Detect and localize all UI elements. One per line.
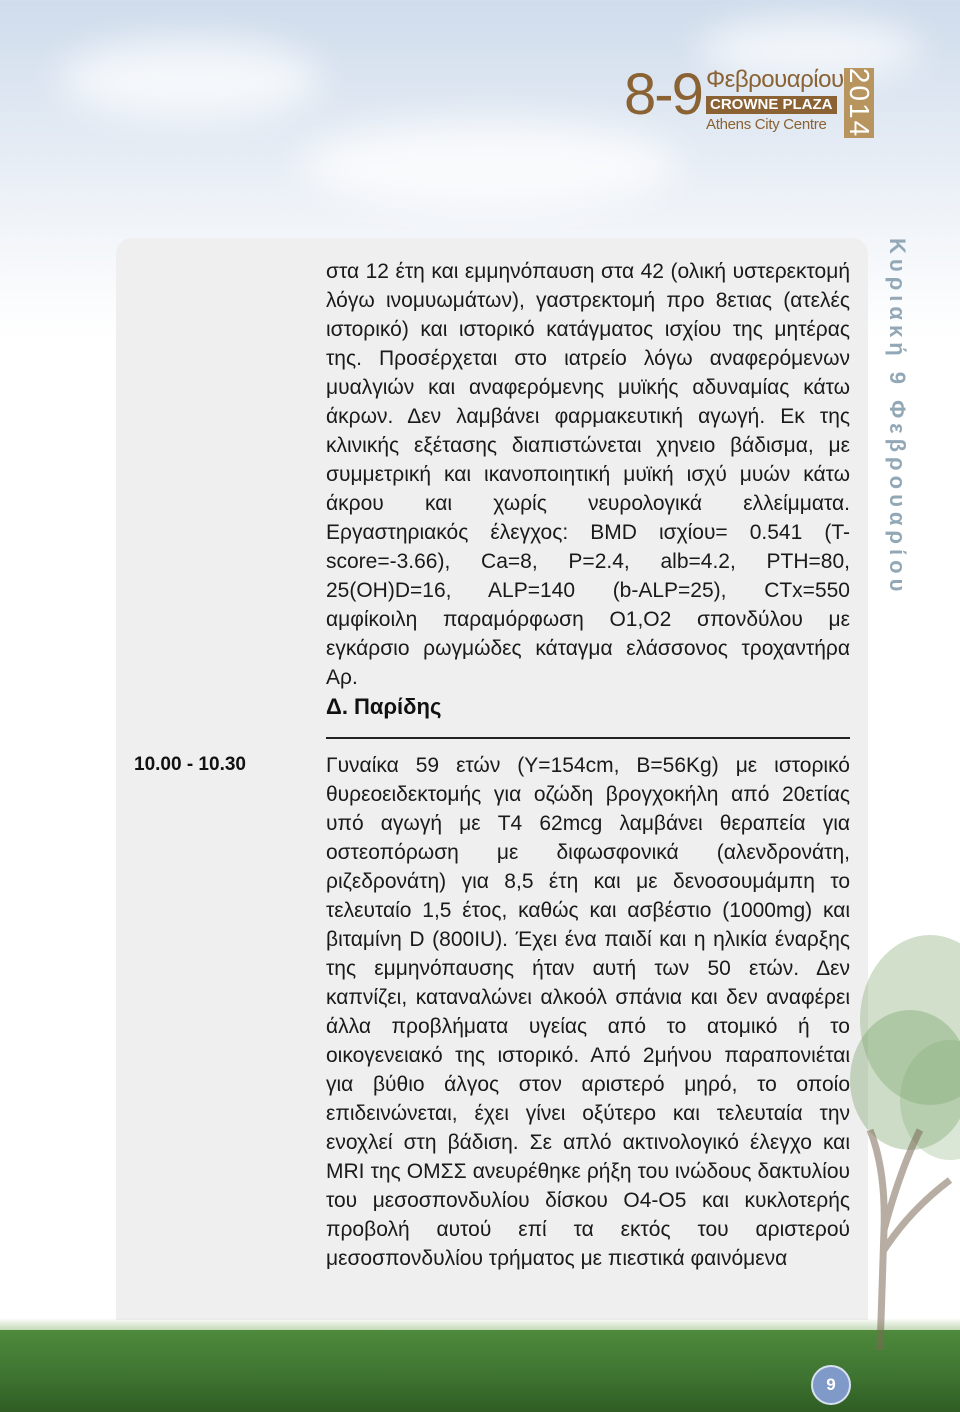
logo-year: 2014 bbox=[844, 67, 875, 139]
day-label-text: Κυριακή 9 Φεβρουαρίου bbox=[885, 238, 910, 597]
section-divider bbox=[326, 737, 850, 739]
logo-year-box bbox=[844, 68, 874, 138]
logo-month: Φεβρουαρίου bbox=[706, 66, 844, 93]
event-logo bbox=[624, 64, 876, 138]
day-side-label bbox=[880, 238, 914, 638]
sky-cloud bbox=[300, 120, 680, 210]
case-description-1: στα 12 έτη και εμμηνόπαυση στα 42 (ολική υστερεκτομή λόγω ινομυωμάτων), γαστρεκτομή προ 8ετιας (ατελές ιστορικό) και ιστορικό κατάγματος ισχίου της μητέρας της. Προσέρχεται στο ιατρείο λόγω αναφερόμενων μυαλγιών και αναφερόμενης μυϊκής αδυναμίας κάτω άκρων. Δεν λαμβάνει φαρμακευτική αγωγή. Εκ της κλινικής εξέτασης διαπιστώνεται χηνειο βάδισμα, με συμμετρική και ικανοποιητική μυϊκή ισχύ μυών κάτω άκρου και χωρίς νευρολογικά ελλείμματα. Εργαστηριακός έλεγχος: BMD ισχίου= 0.541 (T-score=-3.66), Ca=8, P=2.4, alb=4.2, PTH=80, 25(OH)D=16, ALP=140 (b-ALP=25), CTx=550 αμφίκοιλη παραμόρφωση Ο1,Ο2 σπονδύλου με εγκάρσιο ρωγμώδες κάταγμα ελάσσονος τροχαντήρα Αρ. bbox=[326, 260, 850, 689]
sky-cloud bbox=[60, 40, 320, 120]
case-author: Δ. Παρίδης bbox=[326, 694, 442, 719]
tree-illustration bbox=[850, 930, 960, 1350]
session-time: 10.00 - 10.30 bbox=[134, 754, 246, 775]
case-description-2: Γυναίκα 59 ετών (Y=154cm, B=56Kg) με ιστορικό θυρεοειδεκτομής για οζώδη βρογχοκήλη από 20ετίας υπό αγωγή με T4 62mcg λαμβάνει θεραπεία για οστεοπόρωση με διφωσφονικά (αλενδρονάτη, ριζεδρονάτη) για 8,5 έτη και με δενοσουμάμπη το τελευταίο 1,5 έτος, καθώς και ασβέστιο (1000mg) και βιταμίνη D (800IU). Έχει ένα παιδί και η ηλικία έναρξης της εμμηνόπαυσης ήταν αυτή των 50 ετών. Δεν καπνίζει, καταναλώνει αλκοόλ σπάνια και δεν αναφέρει άλλα προβλήματα υγείας από το ατομικό ή το οικογενειακό της ιστορικό. Από 2μήνου παραπονιέται για βύθιο άλγος στον αριστερό μηρό, το οποίο επιδεινώνεται, έχει γίνει οξύτερο και τελευταία την ενοχλεί στη βάδιση. Σε απλό ακτινολογικό έλεγχο και MRI της ΟΜΣΣ ανευρέθηκε ρήξη του ινώδους δακτυλίου του μεσοσπονδυλίου δίσκου Ο4-Ο5 και κυκλοτερής προβολή αυτού επί τα εκτός του αριστερού μεσοσπονδυλίου τρήματος με πιεστικά φαινόμενα bbox=[326, 754, 850, 1270]
logo-days: 8-9 bbox=[624, 62, 702, 127]
logo-city: Athens City Centre bbox=[706, 116, 827, 133]
logo-venue: CROWNE PLAZA bbox=[706, 96, 837, 114]
page-number-badge: 9 bbox=[811, 1365, 851, 1405]
